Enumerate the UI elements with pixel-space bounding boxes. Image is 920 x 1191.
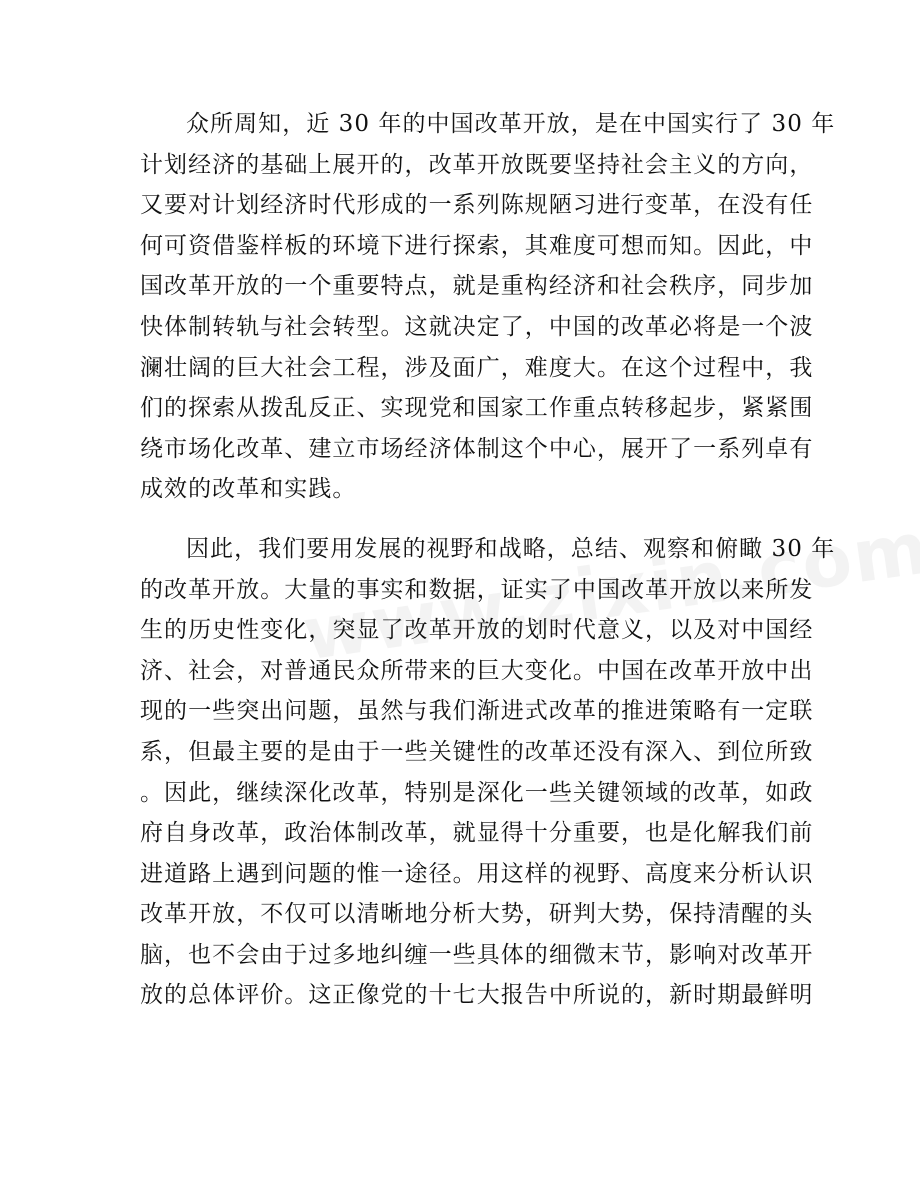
text-line: 澜壮阔的巨大社会工程，涉及面广，难度大。在这个过程中，我 — [140, 354, 814, 381]
text-line: 进道路上遇到问题的惟一途径。用这样的视野、高度来分析认识 — [140, 860, 814, 887]
text-line: 济、社会，对普通民众所带来的巨大变化。中国在改革开放中出 — [140, 657, 814, 684]
text-line: 成效的改革和实践。 — [140, 476, 357, 503]
text-line: 生的历史性变化，突显了改革开放的划时代意义，以及对中国经 — [140, 617, 814, 644]
text-line: 因此，我们要用发展的视野和战略，总结、观察和俯瞰 30 年 — [186, 535, 836, 562]
text-line: 又要对计划经济时代形成的一系列陈规陋习进行变革，在没有任 — [140, 192, 814, 219]
text-line: 绕市场化改革、建立市场经济体制这个中心，展开了一系列卓有 — [140, 435, 814, 462]
text-line: 。因此，继续深化改革，特别是深化一些关键领域的改革，如政 — [140, 779, 814, 806]
text-line: 众所周知，近 30 年的中国改革开放，是在中国实行了 30 年 — [186, 111, 836, 137]
text-line: 系，但最主要的是由于一些关键性的改革还没有深入、到位所致 — [140, 738, 814, 765]
text-line: 何可资借鉴样板的环境下进行探索，其难度可想而知。因此，中 — [140, 232, 814, 259]
text-line: 府自身改革，政治体制改革，就显得十分重要，也是化解我们前 — [140, 820, 814, 847]
text-line: 放的总体评价。这正像党的十七大报告中所说的，新时期最鲜明 — [140, 982, 814, 1009]
text-line: 们的探索从拨乱反正、实现党和国家工作重点转移起步，紧紧围 — [140, 395, 814, 422]
text-line: 计划经济的基础上展开的，改革开放既要坚持社会主义的方向， — [140, 151, 814, 178]
text-line: 现的一些突出问题，虽然与我们渐进式改革的推进策略有一定联 — [140, 698, 814, 725]
paragraph-2 — [140, 529, 836, 1016]
text-line: 脑，也不会由于过多地纠缠一些具体的细微末节，影响对改革开 — [140, 941, 814, 968]
document-body — [140, 104, 836, 1016]
text-line: 国改革开放的一个重要特点，就是重构经济和社会秩序，同步加 — [140, 273, 814, 300]
text-line: 的改革开放。大量的事实和数据，证实了中国改革开放以来所发 — [140, 576, 814, 603]
text-line: 改革开放，不仅可以清晰地分析大势，研判大势，保持清醒的头 — [140, 901, 814, 928]
paragraph-1 — [140, 104, 836, 510]
text-line: 快体制转轨与社会转型。这就决定了，中国的改革必将是一个波 — [140, 313, 814, 340]
